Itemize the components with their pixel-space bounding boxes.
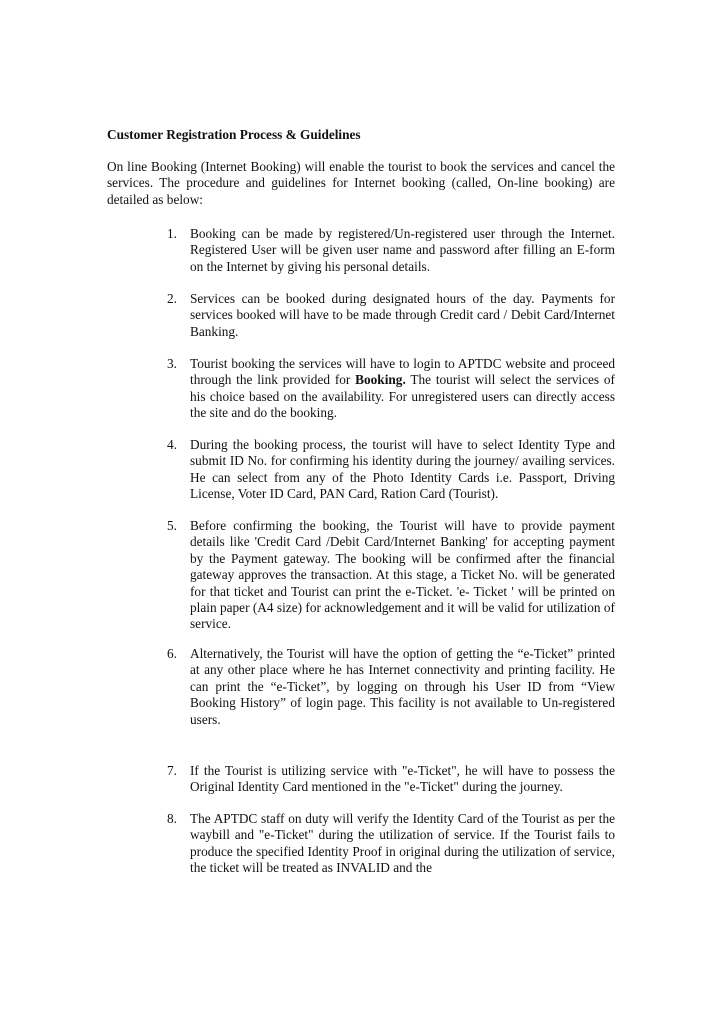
list-number: 4. [167,437,177,452]
list-item-text: If the Tourist is utilizing service with "e-Ticket", he will have to possess the Original Identity Card mentioned in the "e-Ticket" during the journey. [190,763,615,795]
list-item-1 [167,226,615,275]
list-item-2 [167,291,615,340]
list-item-text-part: Tourist booking the services will have to login to APTDC website and proceed through the link provided for [190,356,615,388]
list-number: 7. [167,763,177,778]
list-item-text: The APTDC staff on duty will verify the Identity Card of the Tourist as per the waybill and "e-Ticket" during the utilization of service. If the Tourist fails to produce the specified Identity Proof in original during the utilization of service, the ticket will be treated as INVALID and the [190,811,615,876]
list-number: 5. [167,518,177,533]
list-item-text-part: The tourist will select the services of his choice based on the availability. For unregistered users can directly access the site and do the booking. [190,372,615,421]
list-item-3 [167,356,615,422]
list-item-text: During the booking process, the tourist will have to select Identity Type and submit ID No. for confirming his identity during the journey/ availing services. He can select from any of the Photo Identity Cards i.e. Passport, Driving License, Voter ID Card, PAN Card, Ration Card (Tourist). [190,437,615,502]
list-number: 3. [167,356,177,371]
list-number: 6. [167,646,177,661]
list-item-text: Booking can be made by registered/Un-registered user through the Internet. Registered User will be given user name and password after filling an E-form on the Internet by giving his personal details. [190,226,615,274]
list-number: 1. [167,226,177,241]
list-item-8 [167,811,615,877]
document-title: Customer Registration Process & Guidelines [107,127,361,142]
list-item-text: Alternatively, the Tourist will have the option of getting the “e-Ticket” printed at any other place where he has Internet connectivity and printing facility. He can print the “e-Ticket”, by logging on through his User ID from “View Booking History” of login page. This facility is not available to Un-registered users. [190,646,615,727]
list-number: 8. [167,811,177,826]
list-item-text [190,356,615,422]
list-item-text: Before confirming the booking, the Tourist will have to provide payment details like 'Credit Card /Debit Card/Internet Banking' for accepting payment by the Payment gateway. The booking will be confirmed after the financial gateway approves the transaction. At this stage, a Ticket No. will be generated for that ticket and Tourist can print the e-Ticket. 'e- Ticket ' will be printed on plain paper (A4 size) for acknowledgement and it will be valid for utilization of service. [190,518,615,632]
list-item-7 [167,763,615,796]
list-number: 2. [167,291,177,306]
booking-emphasis: Booking. [355,372,406,388]
list-item-4 [167,437,615,503]
list-item-5 [167,518,615,633]
intro-paragraph: On line Booking (Internet Booking) will enable the tourist to book the services and cancel the services. The procedure and guidelines for Internet booking (called, On-line booking) are detailed as below: [107,159,615,207]
list-item-text: Services can be booked during designated hours of the day. Payments for services booked will have to be made through Credit card / Debit Card/Internet Banking. [190,291,615,339]
list-item-6 [167,646,615,728]
